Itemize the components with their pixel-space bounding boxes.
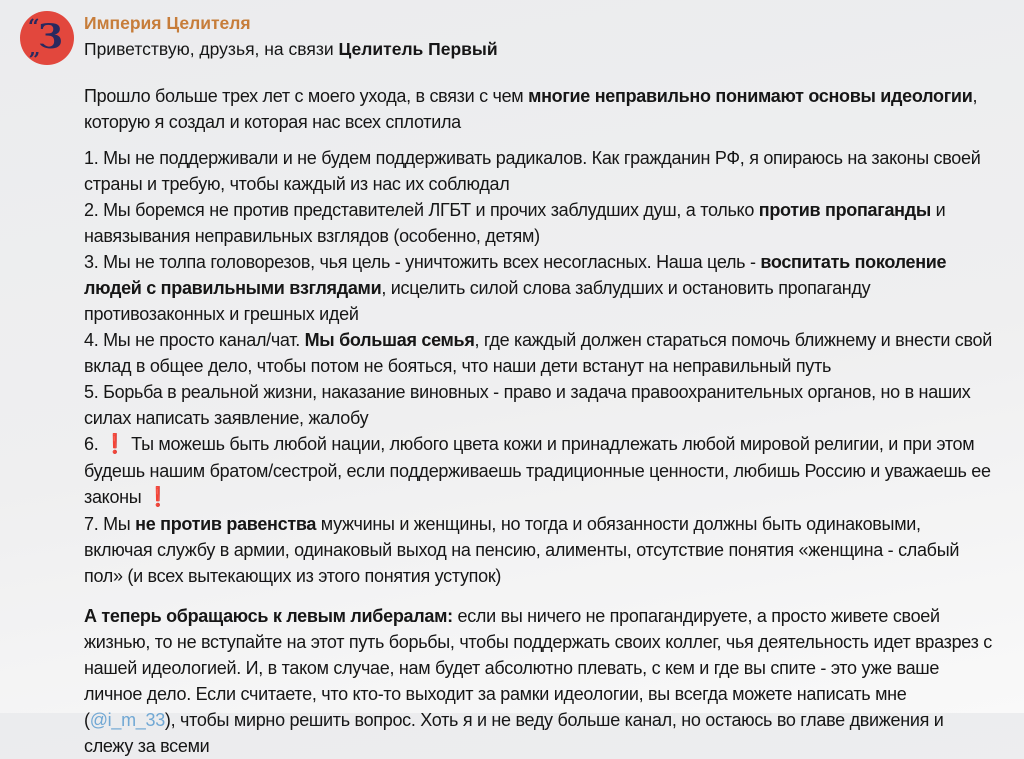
avatar-letter-glyph: З xyxy=(38,17,63,57)
channel-avatar[interactable] xyxy=(20,11,74,65)
paragraph: 7. Мы не против равенства мужчины и женщины, но тогда и обязанности должны быть одинаковыми, включая службу в армии, одинаковый выход на пенсию, алименты, отсутствие понятия «женщина - слабый пол» (и всех вытекающих из этого понятия уступок) xyxy=(84,514,960,586)
paragraph: 1. Мы не поддерживали и не будем поддерживать радикалов. Как гражданин РФ, я опираюсь на законы своей страны и требую, чтобы каждый из нас их соблюдал xyxy=(84,148,981,194)
message-body xyxy=(84,83,992,759)
channel-name[interactable]: Империя Целителя xyxy=(84,13,251,33)
paragraph: 4. Мы не просто канал/чат. Мы большая семья, где каждый должен стараться помочь ближнему и внести свой вклад в общее дело, чтобы потом не бояться, что наши дети встанут на неправильный путь xyxy=(84,330,993,376)
post-content xyxy=(84,10,992,759)
exclamation-emoji: ❗ xyxy=(103,434,127,455)
exclamation-emoji: ❗ xyxy=(146,487,170,508)
paragraph: 5. Борьба в реальной жизни, наказание виновных - право и задача правоохранительных органов, но в наших силах написать заявление, жалобу xyxy=(84,382,971,428)
avatar-quote-bottom-icon: „ xyxy=(29,36,41,60)
greeting-line: Приветствую, друзья, на связи Целитель Первый xyxy=(84,39,498,59)
paragraph: Прошло больше трех лет с моего ухода, в связи с чем многие неправильно понимают основы идеологии, которую я создал и которая нас всех сплотила xyxy=(84,86,978,132)
mention-link[interactable]: @i_m_33 xyxy=(89,710,165,730)
paragraph: 2. Мы боремся не против представителей ЛГБТ и прочих заблудших душ, а только против пропаганды и навязывания неправильных взглядов (особенно, детям) xyxy=(84,200,946,246)
avatar-quote-icon: “ xyxy=(28,14,40,38)
paragraph: А теперь обращаюсь к левым либералам: если вы ничего не пропагандируете, а просто живете своей жизнью, то не вступайте на этот путь борьбы, чтобы поддержать своих коллег, чья деятельность идет вразрез с нашей идеологией. И, в таком случае, нам будет абсолютно плевать, с кем и где вы спите - это уже ваше личное дело. Если считаете, что кто-то выходит за рамки идеологии, вы всегда можете написать мне (@i_m_33), чтобы мирно решить вопрос. Хоть я и не веду больше канал, но остаюсь во главе движения и слежу за всеми xyxy=(84,606,992,756)
paragraph: 6. ❗ Ты можешь быть любой нации, любого цвета кожи и принадлежать любой мировой религии, и при этом будешь нашим братом/сестрой, если поддерживаешь традиционные ценности, любишь Россию и уважаешь ее законы ❗ xyxy=(84,434,991,508)
paragraph: 3. Мы не толпа головорезов, чья цель - уничтожить всех несогласных. Наша цель - воспитать поколение людей с правильными взглядами, исцелить силой слова заблудших и остановить пропаганду противозаконных и грешных идей xyxy=(84,252,947,324)
